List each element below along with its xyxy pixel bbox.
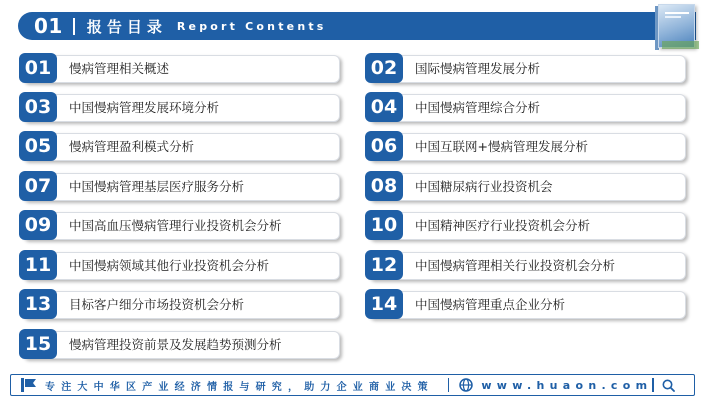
- toc-number: 02: [365, 53, 403, 83]
- toc-label: 中国慢病管理相关行业投资机会分析: [415, 258, 616, 273]
- toc-label: 中国糖尿病行业投资机会: [415, 179, 553, 194]
- toc-item-05[interactable]: [22, 133, 340, 161]
- toc-label: 中国慢病管理重点企业分析: [415, 297, 566, 312]
- footer-divider: [448, 378, 450, 392]
- page-subtitle: Report Contents: [176, 19, 327, 33]
- toc-label: 慢病管理相关概述: [69, 61, 170, 76]
- report-cover-image: [655, 4, 695, 50]
- toc-item-12[interactable]: [368, 252, 686, 280]
- toc-number: 12: [365, 250, 403, 280]
- page-title: 报告目录: [86, 17, 167, 36]
- toc-item-15[interactable]: [22, 331, 340, 359]
- toc-number: 10: [365, 210, 403, 240]
- toc-item-01[interactable]: [22, 55, 340, 83]
- toc-item-13[interactable]: [22, 291, 340, 319]
- search-icon[interactable]: [662, 379, 675, 392]
- globe-icon: [459, 378, 473, 392]
- section-number: 01: [34, 14, 63, 38]
- toc-label: 国际慢病管理发展分析: [415, 61, 541, 76]
- toc-number: 06: [365, 131, 403, 161]
- header-divider: [73, 18, 75, 35]
- toc-label: 慢病管理投资前景及发展趋势预测分析: [69, 337, 282, 352]
- toc-number: 14: [365, 289, 403, 319]
- toc-item-09[interactable]: [22, 212, 340, 240]
- toc-item-04[interactable]: [368, 94, 686, 122]
- toc-number: 03: [19, 92, 57, 122]
- toc-number: 13: [19, 289, 57, 319]
- header-bar: [18, 12, 696, 40]
- toc-number: 05: [19, 131, 57, 161]
- toc-item-02[interactable]: [368, 55, 686, 83]
- toc-label: 中国慢病管理综合分析: [415, 100, 541, 115]
- toc-number: 08: [365, 171, 403, 201]
- footer-bar: [10, 374, 695, 396]
- website-link[interactable]: www.huaon.com: [481, 378, 653, 392]
- toc-item-11[interactable]: [22, 252, 340, 280]
- toc-number: 15: [19, 329, 57, 359]
- footer-divider: [652, 378, 654, 392]
- toc-label: 中国慢病领域其他行业投资机会分析: [69, 258, 270, 273]
- toc-item-10[interactable]: [368, 212, 686, 240]
- toc-number: 07: [19, 171, 57, 201]
- footer-slogan: 专注大中华区产业经济情报与研究，助力企业商业决策: [45, 381, 434, 393]
- toc-number: 04: [365, 92, 403, 122]
- flag-icon: [21, 378, 37, 392]
- toc-number: 09: [19, 210, 57, 240]
- toc-label: 中国互联网+慢病管理发展分析: [415, 139, 588, 154]
- toc-label: 目标客户细分市场投资机会分析: [69, 297, 245, 312]
- toc-label: 中国慢病管理发展环境分析: [69, 100, 220, 115]
- toc-number: 11: [19, 250, 57, 280]
- toc-label: 中国慢病管理基层医疗服务分析: [69, 179, 245, 194]
- toc-label: 中国精神医疗行业投资机会分析: [415, 218, 591, 233]
- toc-number: 01: [19, 53, 57, 83]
- toc-label: 中国高血压慢病管理行业投资机会分析: [69, 218, 282, 233]
- toc-item-03[interactable]: [22, 94, 340, 122]
- toc-label: 慢病管理盈利模式分析: [69, 139, 195, 154]
- toc-item-07[interactable]: [22, 173, 340, 201]
- toc-item-14[interactable]: [368, 291, 686, 319]
- toc-item-06[interactable]: [368, 133, 686, 161]
- toc-item-08[interactable]: [368, 173, 686, 201]
